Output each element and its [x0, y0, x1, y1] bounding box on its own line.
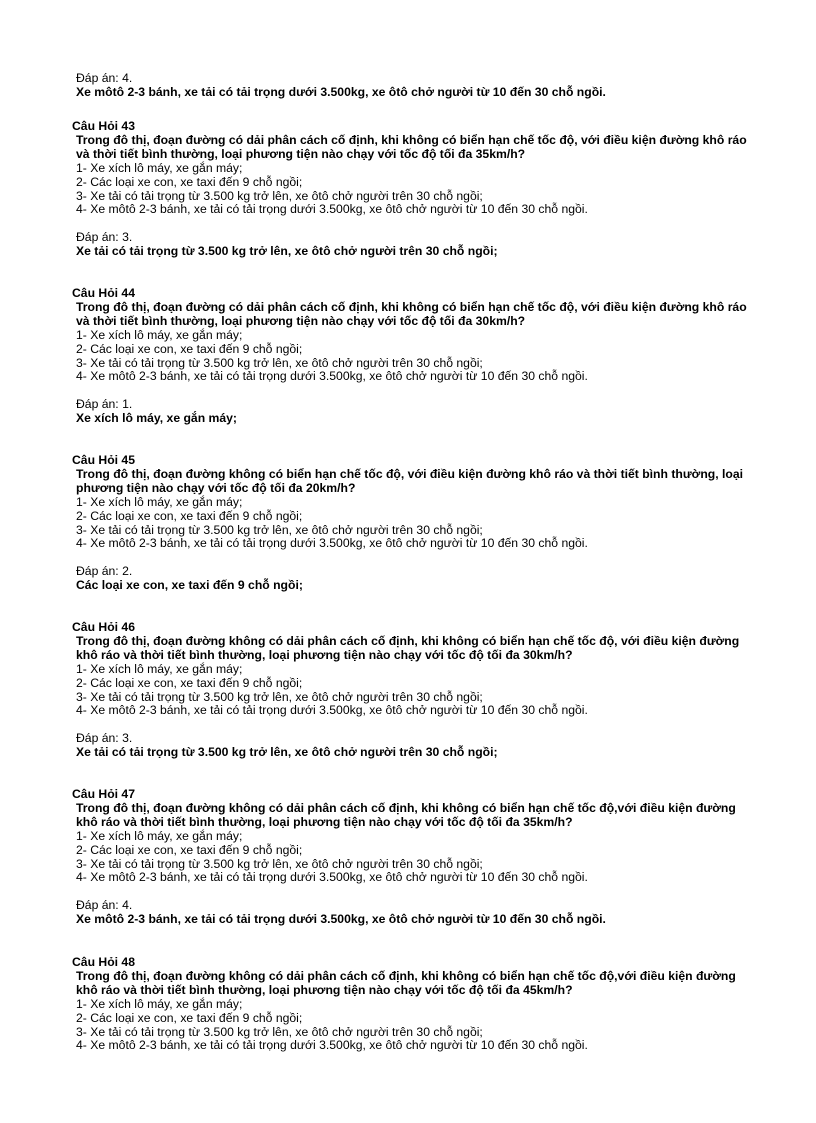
- option: 3- Xe tải có tải trọng từ 3.500 kg trở lên, xe ôtô chở người trên 30 chỗ ngồi;: [76, 355, 483, 370]
- previous-answer-block: [72, 72, 752, 100]
- option: 1- Xe xích lô máy, xe gắn máy;: [76, 160, 243, 175]
- question-block: [72, 956, 748, 1053]
- option: 2- Các loại xe con, xe taxi đến 9 chỗ ngồi;: [76, 174, 303, 189]
- answer-text: Xe tải có tải trọng từ 3.500 kg trở lên, xe ôtô chở người trên 30 chỗ ngồi;: [76, 745, 498, 760]
- question-block: [72, 287, 748, 426]
- question-text: Trong đô thị, đoạn đường có dải phân cách cố định, khi không có biển hạn chế tốc độ, với điều kiện đường khô ráo và thời tiết bình thường, loại phương tiện nào chạy với tốc độ tối đa 35km/h?: [76, 132, 747, 161]
- option: 1- Xe xích lô máy, xe gắn máy;: [76, 996, 243, 1011]
- option: 2- Các loại xe con, xe taxi đến 9 chỗ ngồi;: [76, 842, 303, 857]
- answer-label: Đáp án: 4.: [76, 898, 133, 913]
- option: 1- Xe xích lô máy, xe gắn máy;: [76, 828, 243, 843]
- option: 2- Các loại xe con, xe taxi đến 9 chỗ ngồi;: [76, 1010, 303, 1025]
- answer-label: Đáp án: 2.: [76, 564, 133, 579]
- option: 4- Xe môtô 2-3 bánh, xe tải có tải trọng dưới 3.500kg, xe ôtô chở người từ 10 đến 30 chỗ ngồi.: [76, 703, 588, 718]
- question-title: Câu Hỏi 47: [72, 787, 135, 801]
- option: 4- Xe môtô 2-3 bánh, xe tải có tải trọng dưới 3.500kg, xe ôtô chở người từ 10 đến 30 chỗ ngồi.: [76, 202, 588, 217]
- question-block: [72, 120, 748, 259]
- option: 4- Xe môtô 2-3 bánh, xe tải có tải trọng dưới 3.500kg, xe ôtô chở người từ 10 đến 30 chỗ ngồi.: [76, 870, 588, 885]
- answer-text: Các loại xe con, xe taxi đến 9 chỗ ngồi;: [76, 578, 303, 593]
- answer-label: Đáp án: 1.: [76, 397, 133, 412]
- option: 2- Các loại xe con, xe taxi đến 9 chỗ ngồi;: [76, 341, 303, 356]
- question-title: Câu Hỏi 43: [72, 119, 135, 133]
- answer-text: Xe xích lô máy, xe gắn máy;: [76, 411, 237, 426]
- option: 3- Xe tải có tải trọng từ 3.500 kg trở lên, xe ôtô chở người trên 30 chỗ ngồi;: [76, 1024, 483, 1039]
- option: 4- Xe môtô 2-3 bánh, xe tải có tải trọng dưới 3.500kg, xe ôtô chở người từ 10 đến 30 chỗ ngồi.: [76, 369, 588, 384]
- answer-label: Đáp án: 3.: [76, 230, 133, 245]
- question-text: Trong đô thị, đoạn đường có dải phân cách cố định, khi không có biển hạn chế tốc độ, với điều kiện đường khô ráo và thời tiết bình thường, loại phương tiện nào chạy với tốc độ tối đa 30km/h?: [76, 299, 747, 328]
- question-title: Câu Hỏi 48: [72, 955, 135, 969]
- question-text: Trong đô thị, đoạn đường không có dải phân cách cố định, khi không có biển hạn chế tốc độ,với điều kiện đường khô ráo và thời tiết bình thường, loại phương tiện nào chạy với tốc độ tối đa 35km/h?: [76, 800, 736, 829]
- question-text: Trong đô thị, đoạn đường không có dải phân cách cố định, khi không có biển hạn chế tốc độ, với điều kiện đường khô ráo và thời tiết bình thường, loại phương tiện nào chạy với tốc độ tối đa 30km/h?: [76, 633, 740, 662]
- option: 4- Xe môtô 2-3 bánh, xe tải có tải trọng dưới 3.500kg, xe ôtô chở người từ 10 đến 30 chỗ ngồi.: [76, 1038, 588, 1053]
- question-title: Câu Hỏi 45: [72, 453, 135, 467]
- question-title: Câu Hỏi 46: [72, 620, 135, 634]
- question-block: [72, 621, 748, 760]
- answer-text: Xe tải có tải trọng từ 3.500 kg trở lên, xe ôtô chở người trên 30 chỗ ngồi;: [76, 244, 498, 259]
- option: 3- Xe tải có tải trọng từ 3.500 kg trở lên, xe ôtô chở người trên 30 chỗ ngồi;: [76, 188, 483, 203]
- option: 3- Xe tải có tải trọng từ 3.500 kg trở lên, xe ôtô chở người trên 30 chỗ ngồi;: [76, 856, 483, 871]
- question-block: [72, 454, 748, 593]
- answer-label: Đáp án: 4.: [76, 71, 133, 85]
- option: 1- Xe xích lô máy, xe gắn máy;: [76, 327, 243, 342]
- option: 3- Xe tải có tải trọng từ 3.500 kg trở lên, xe ôtô chở người trên 30 chỗ ngồi;: [76, 689, 483, 704]
- question-block: [72, 788, 748, 927]
- question-text: Trong đô thị, đoạn đường không có biển hạn chế tốc độ, với điều kiện đường khô ráo và thời tiết bình thường, loại phương tiện nào chạy với tốc độ tối đa 20km/h?: [76, 466, 743, 495]
- option: 1- Xe xích lô máy, xe gắn máy;: [76, 494, 243, 509]
- answer-label: Đáp án: 3.: [76, 731, 133, 746]
- option: 4- Xe môtô 2-3 bánh, xe tải có tải trọng dưới 3.500kg, xe ôtô chở người từ 10 đến 30 chỗ ngồi.: [76, 536, 588, 551]
- option: 2- Các loại xe con, xe taxi đến 9 chỗ ngồi;: [76, 675, 303, 690]
- option: 1- Xe xích lô máy, xe gắn máy;: [76, 661, 243, 676]
- option: 3- Xe tải có tải trọng từ 3.500 kg trở lên, xe ôtô chở người trên 30 chỗ ngồi;: [76, 522, 483, 537]
- answer-text: Xe môtô 2-3 bánh, xe tải có tải trọng dưới 3.500kg, xe ôtô chở người từ 10 đến 30 chỗ ngồi.: [76, 912, 606, 927]
- answer-text: Xe môtô 2-3 bánh, xe tải có tải trọng dưới 3.500kg, xe ôtô chở người từ 10 đến 30 chỗ ngồi.: [76, 84, 606, 99]
- question-title: Câu Hỏi 44: [72, 286, 135, 300]
- option: 2- Các loại xe con, xe taxi đến 9 chỗ ngồi;: [76, 508, 303, 523]
- question-text: Trong đô thị, đoạn đường không có dải phân cách cố định, khi không có biển hạn chế tốc độ,với điều kiện đường khô ráo và thời tiết bình thường, loại phương tiện nào chạy với tốc độ tối đa 45km/h?: [76, 968, 736, 997]
